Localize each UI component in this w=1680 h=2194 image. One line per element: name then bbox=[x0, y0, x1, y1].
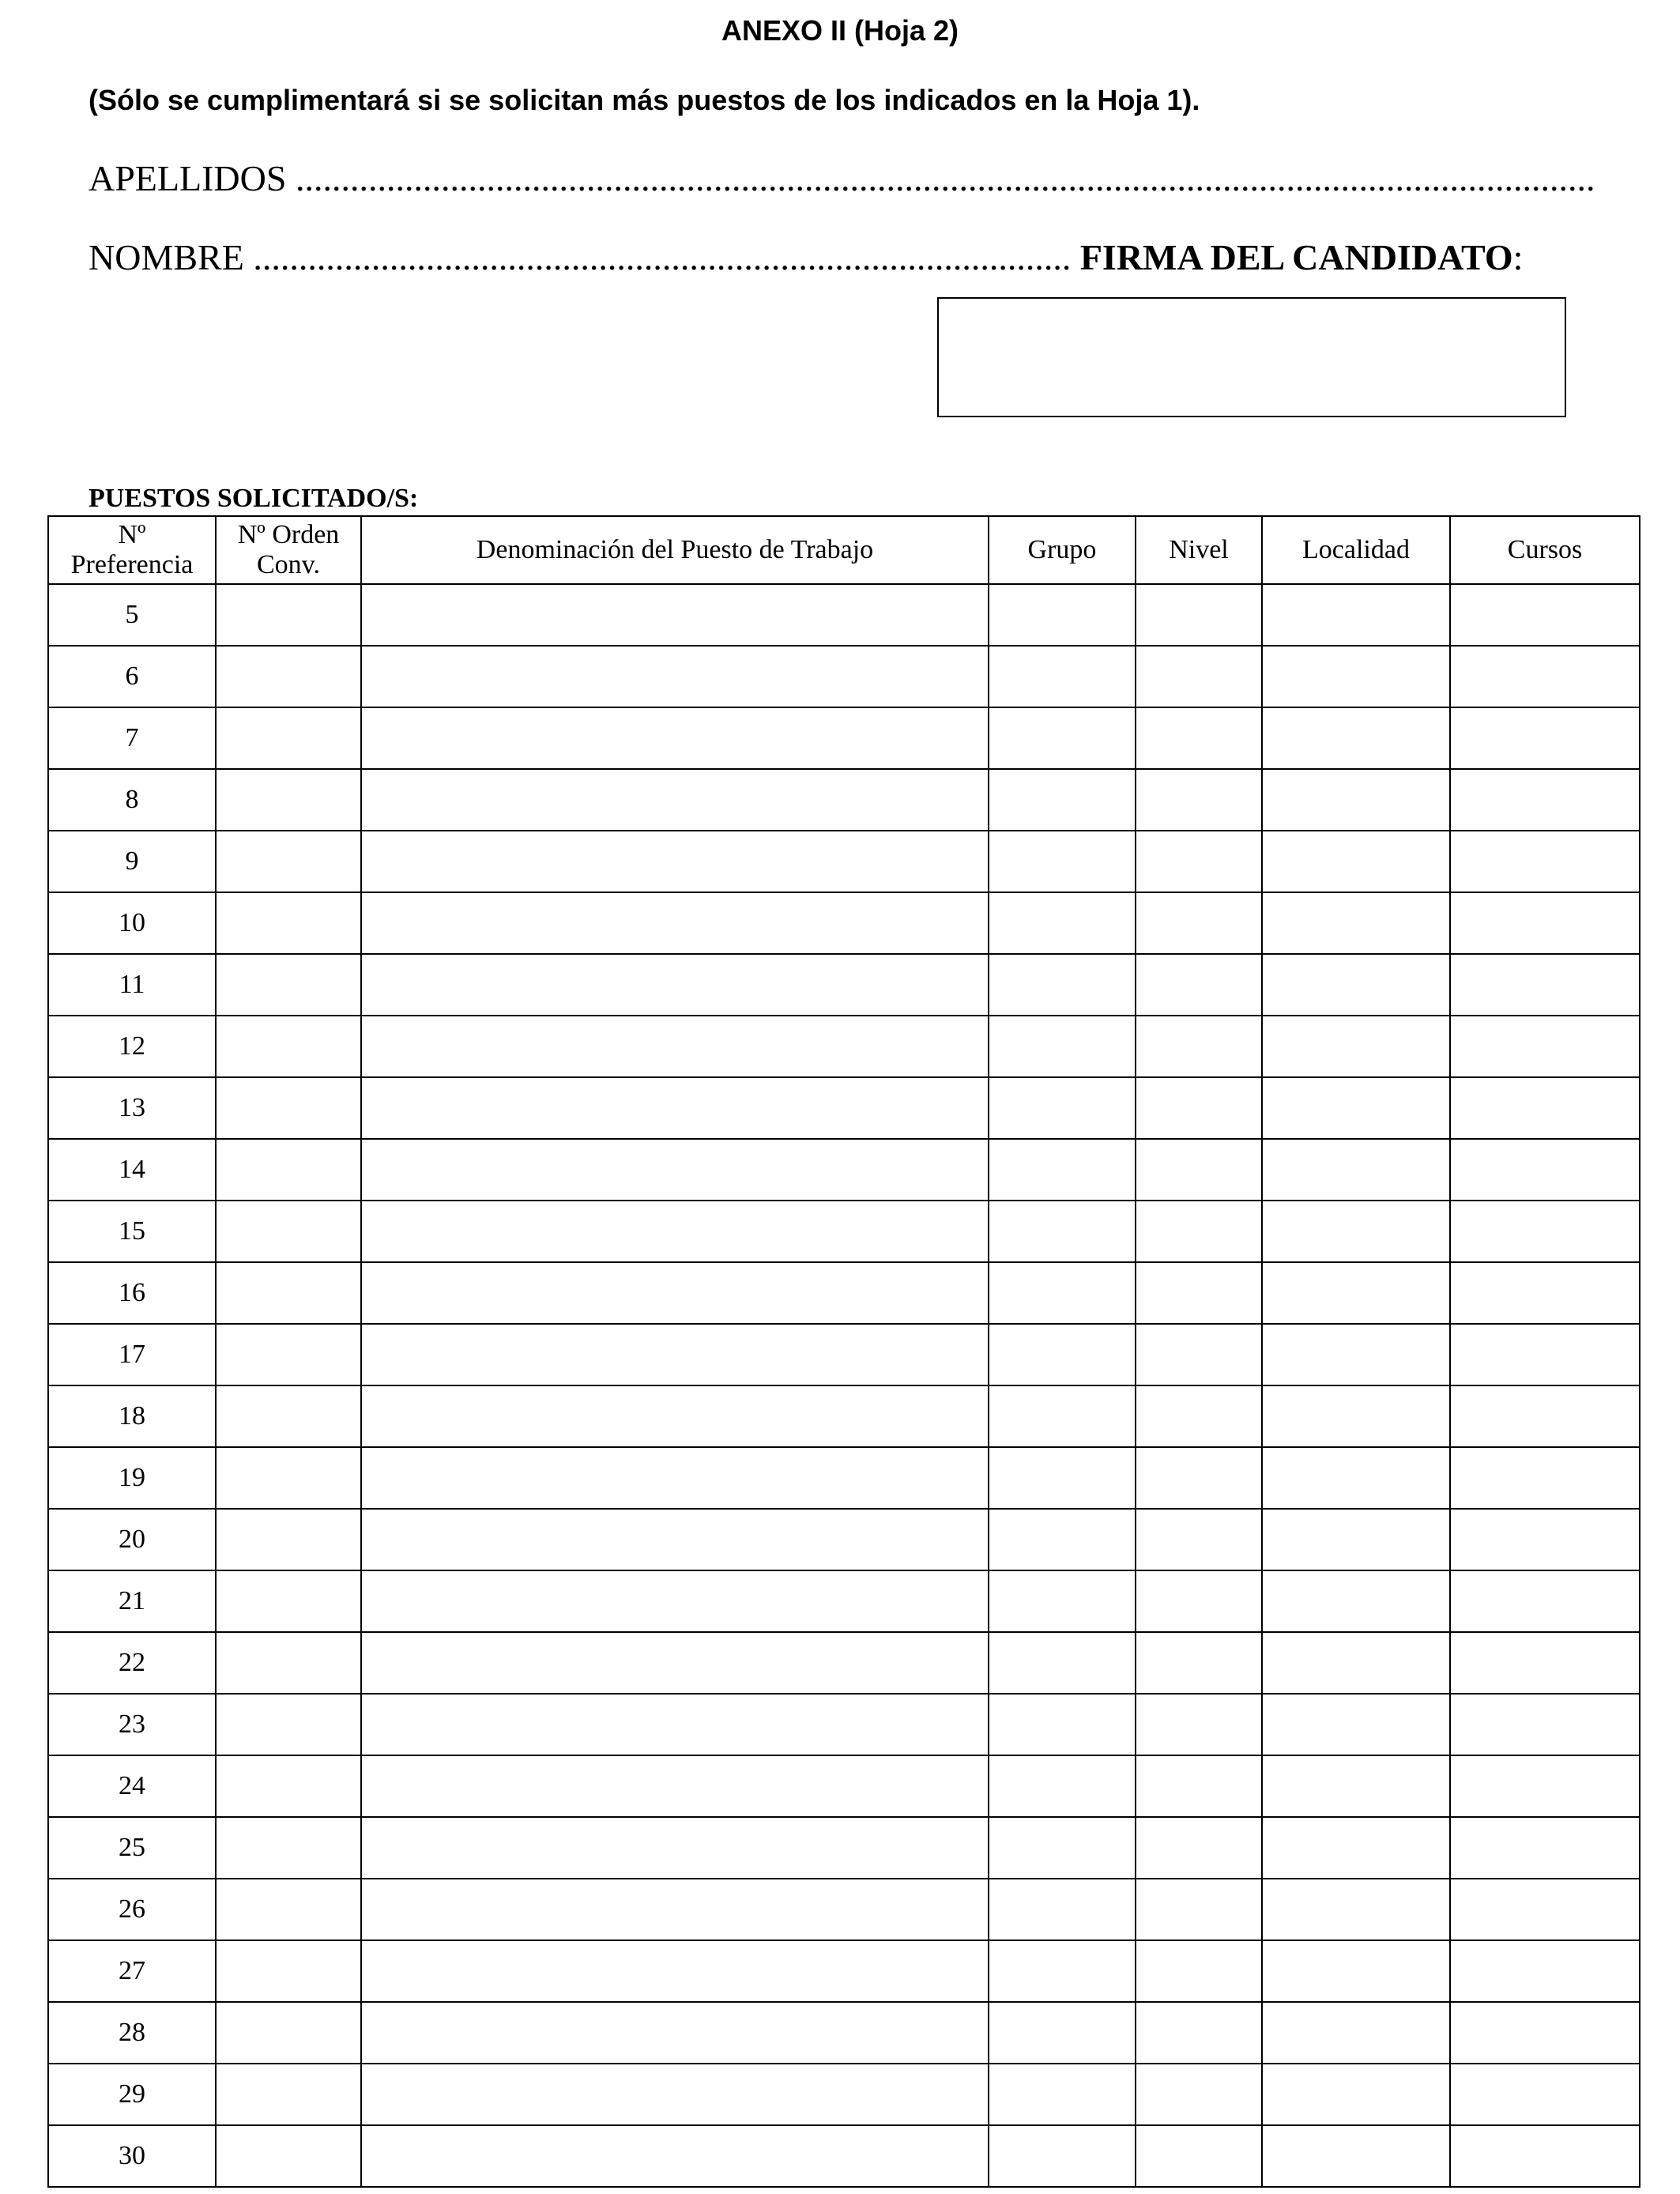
cursos-cell[interactable] bbox=[1450, 954, 1640, 1016]
preferencia-cell: 14 bbox=[48, 1139, 216, 1201]
localidad-cell[interactable] bbox=[1262, 2125, 1450, 2187]
orden-cell[interactable] bbox=[216, 831, 361, 892]
orden-cell[interactable] bbox=[216, 1016, 361, 1077]
table-row bbox=[48, 1879, 1640, 1940]
column-header-cursos: Cursos bbox=[1450, 516, 1640, 584]
localidad-cell[interactable] bbox=[1262, 1447, 1450, 1509]
cursos-cell[interactable] bbox=[1450, 1324, 1640, 1385]
nivel-cell[interactable] bbox=[1136, 1570, 1262, 1632]
denominacion-cell[interactable] bbox=[361, 1262, 989, 1324]
nivel-cell[interactable] bbox=[1136, 2064, 1262, 2125]
table-row bbox=[48, 2002, 1640, 2064]
denominacion-cell[interactable] bbox=[361, 892, 989, 954]
cursos-cell[interactable] bbox=[1450, 646, 1640, 707]
nivel-cell[interactable] bbox=[1136, 1262, 1262, 1324]
preferencia-cell: 7 bbox=[48, 707, 216, 769]
orden-cell[interactable] bbox=[216, 1940, 361, 2002]
table-row bbox=[48, 1324, 1640, 1385]
grupo-cell[interactable] bbox=[989, 707, 1136, 769]
column-header-grupo: Grupo bbox=[989, 516, 1136, 584]
nombre-label: NOMBRE bbox=[89, 237, 244, 277]
denominacion-cell[interactable] bbox=[361, 707, 989, 769]
nivel-cell[interactable] bbox=[1136, 1139, 1262, 1201]
nivel-cell[interactable] bbox=[1136, 2125, 1262, 2187]
denominacion-cell[interactable] bbox=[361, 646, 989, 707]
cursos-cell[interactable] bbox=[1450, 1817, 1640, 1879]
grupo-cell[interactable] bbox=[989, 1632, 1136, 1694]
preferencia-cell: 16 bbox=[48, 1262, 216, 1324]
column-header-preferencia bbox=[48, 516, 216, 584]
denominacion-cell[interactable] bbox=[361, 2002, 989, 2064]
orden-cell[interactable] bbox=[216, 1201, 361, 1262]
orden-cell[interactable] bbox=[216, 1324, 361, 1385]
denominacion-cell[interactable] bbox=[361, 1385, 989, 1447]
grupo-cell[interactable] bbox=[989, 1755, 1136, 1817]
cursos-cell[interactable] bbox=[1450, 584, 1640, 646]
nivel-cell[interactable] bbox=[1136, 1755, 1262, 1817]
nivel-cell[interactable] bbox=[1136, 831, 1262, 892]
table-row bbox=[48, 1755, 1640, 1817]
denominacion-cell[interactable] bbox=[361, 1077, 989, 1139]
denominacion-cell[interactable] bbox=[361, 1016, 989, 1077]
denominacion-cell[interactable] bbox=[361, 1632, 989, 1694]
localidad-cell[interactable] bbox=[1262, 1632, 1450, 1694]
firma-label: FIRMA DEL CANDIDATO bbox=[1079, 237, 1513, 277]
localidad-cell[interactable] bbox=[1262, 646, 1450, 707]
table-row bbox=[48, 1509, 1640, 1570]
table-row bbox=[48, 1632, 1640, 1694]
column-header-preferencia-line1: Nº bbox=[118, 520, 146, 549]
instruction-note: (Sólo se cumplimentará si se solicitan más puestos de los indicados en la Hoja 1). bbox=[89, 84, 1200, 116]
nivel-cell[interactable] bbox=[1136, 1201, 1262, 1262]
preferencia-cell: 12 bbox=[48, 1016, 216, 1077]
orden-cell[interactable] bbox=[216, 954, 361, 1016]
preferencia-cell: 27 bbox=[48, 1940, 216, 2002]
preferencia-cell: 23 bbox=[48, 1694, 216, 1755]
denominacion-cell[interactable] bbox=[361, 831, 989, 892]
grupo-cell[interactable] bbox=[989, 584, 1136, 646]
grupo-cell[interactable] bbox=[989, 954, 1136, 1016]
preferencia-cell: 10 bbox=[48, 892, 216, 954]
grupo-cell[interactable] bbox=[989, 892, 1136, 954]
orden-cell[interactable] bbox=[216, 1879, 361, 1940]
cursos-cell[interactable] bbox=[1450, 831, 1640, 892]
grupo-cell[interactable] bbox=[989, 1385, 1136, 1447]
preferencia-cell: 5 bbox=[48, 584, 216, 646]
localidad-cell[interactable] bbox=[1262, 1755, 1450, 1817]
cursos-cell[interactable] bbox=[1450, 1940, 1640, 2002]
denominacion-cell[interactable] bbox=[361, 2125, 989, 2187]
apellidos-dotted-line: ............................................................................................................................................... bbox=[295, 158, 1595, 198]
section-label: PUESTOS SOLICITADO/S: bbox=[89, 484, 419, 513]
preferencia-cell: 26 bbox=[48, 1879, 216, 1940]
cursos-cell[interactable] bbox=[1450, 769, 1640, 831]
cursos-cell[interactable] bbox=[1450, 1077, 1640, 1139]
preferencia-cell: 19 bbox=[48, 1447, 216, 1509]
nivel-cell[interactable] bbox=[1136, 1509, 1262, 1570]
denominacion-cell[interactable] bbox=[361, 584, 989, 646]
preferencia-cell: 6 bbox=[48, 646, 216, 707]
grupo-cell[interactable] bbox=[989, 1139, 1136, 1201]
localidad-cell[interactable] bbox=[1262, 1139, 1450, 1201]
nivel-cell[interactable] bbox=[1136, 769, 1262, 831]
localidad-cell[interactable] bbox=[1262, 1570, 1450, 1632]
nivel-cell[interactable] bbox=[1136, 1879, 1262, 1940]
localidad-cell[interactable] bbox=[1262, 584, 1450, 646]
orden-cell[interactable] bbox=[216, 1077, 361, 1139]
table-row bbox=[48, 1817, 1640, 1879]
cursos-cell[interactable] bbox=[1450, 1694, 1640, 1755]
preferencia-cell: 25 bbox=[48, 1817, 216, 1879]
localidad-cell[interactable] bbox=[1262, 831, 1450, 892]
grupo-cell[interactable] bbox=[989, 1201, 1136, 1262]
grupo-cell[interactable] bbox=[989, 1077, 1136, 1139]
preferencia-cell: 21 bbox=[48, 1570, 216, 1632]
preferencia-cell: 8 bbox=[48, 769, 216, 831]
table-row bbox=[48, 646, 1640, 707]
orden-cell[interactable] bbox=[216, 1509, 361, 1570]
apellidos-field[interactable] bbox=[89, 155, 1595, 202]
denominacion-cell[interactable] bbox=[361, 1324, 989, 1385]
preferencia-cell: 28 bbox=[48, 2002, 216, 2064]
cursos-cell[interactable] bbox=[1450, 1509, 1640, 1570]
table-body bbox=[48, 584, 1640, 2187]
document-title: ANEXO II (Hoja 2) bbox=[721, 14, 959, 47]
denominacion-cell[interactable] bbox=[361, 1879, 989, 1940]
nivel-cell[interactable] bbox=[1136, 1694, 1262, 1755]
grupo-cell[interactable] bbox=[989, 2002, 1136, 2064]
denominacion-cell[interactable] bbox=[361, 1817, 989, 1879]
grupo-cell[interactable] bbox=[989, 1324, 1136, 1385]
denominacion-cell[interactable] bbox=[361, 1509, 989, 1570]
nivel-cell[interactable] bbox=[1136, 1016, 1262, 1077]
nivel-cell[interactable] bbox=[1136, 1940, 1262, 2002]
denominacion-cell[interactable] bbox=[361, 1201, 989, 1262]
grupo-cell[interactable] bbox=[989, 2125, 1136, 2187]
localidad-cell[interactable] bbox=[1262, 707, 1450, 769]
table-row bbox=[48, 1077, 1640, 1139]
preferencia-cell: 18 bbox=[48, 1385, 216, 1447]
localidad-cell[interactable] bbox=[1262, 1940, 1450, 2002]
signature-box[interactable] bbox=[937, 297, 1566, 417]
nivel-cell[interactable] bbox=[1136, 1632, 1262, 1694]
orden-cell[interactable] bbox=[216, 646, 361, 707]
grupo-cell[interactable] bbox=[989, 769, 1136, 831]
column-header-denominacion: Denominación del Puesto de Trabajo bbox=[361, 516, 989, 584]
localidad-cell[interactable] bbox=[1262, 1262, 1450, 1324]
table-row bbox=[48, 831, 1640, 892]
orden-cell[interactable] bbox=[216, 1632, 361, 1694]
localidad-cell[interactable] bbox=[1262, 1385, 1450, 1447]
orden-cell[interactable] bbox=[216, 1262, 361, 1324]
preferencia-cell: 17 bbox=[48, 1324, 216, 1385]
table-row bbox=[48, 1447, 1640, 1509]
table-row bbox=[48, 1940, 1640, 2002]
localidad-cell[interactable] bbox=[1262, 1077, 1450, 1139]
grupo-cell[interactable] bbox=[989, 2064, 1136, 2125]
localidad-cell[interactable] bbox=[1262, 1016, 1450, 1077]
orden-cell[interactable] bbox=[216, 1139, 361, 1201]
nivel-cell[interactable] bbox=[1136, 707, 1262, 769]
orden-cell[interactable] bbox=[216, 707, 361, 769]
grupo-cell[interactable] bbox=[989, 1817, 1136, 1879]
nombre-dotted-line: .......................................................................................... bbox=[253, 237, 1072, 277]
table-row bbox=[48, 1262, 1640, 1324]
localidad-cell[interactable] bbox=[1262, 769, 1450, 831]
table-row bbox=[48, 1201, 1640, 1262]
grupo-cell[interactable] bbox=[989, 1570, 1136, 1632]
nombre-field[interactable] bbox=[89, 234, 1523, 281]
grupo-cell[interactable] bbox=[989, 646, 1136, 707]
grupo-cell[interactable] bbox=[989, 1509, 1136, 1570]
cursos-cell[interactable] bbox=[1450, 1755, 1640, 1817]
nivel-cell[interactable] bbox=[1136, 584, 1262, 646]
cursos-cell[interactable] bbox=[1450, 707, 1640, 769]
preferencia-cell: 13 bbox=[48, 1077, 216, 1139]
table-row bbox=[48, 1694, 1640, 1755]
cursos-cell[interactable] bbox=[1450, 2002, 1640, 2064]
cursos-cell[interactable] bbox=[1450, 1385, 1640, 1447]
nivel-cell[interactable] bbox=[1136, 1385, 1262, 1447]
preferencia-cell: 15 bbox=[48, 1201, 216, 1262]
localidad-cell[interactable] bbox=[1262, 1879, 1450, 1940]
nivel-cell[interactable] bbox=[1136, 1077, 1262, 1139]
cursos-cell[interactable] bbox=[1450, 1201, 1640, 1262]
orden-cell[interactable] bbox=[216, 584, 361, 646]
orden-cell[interactable] bbox=[216, 1447, 361, 1509]
denominacion-cell[interactable] bbox=[361, 1139, 989, 1201]
orden-cell[interactable] bbox=[216, 2125, 361, 2187]
localidad-cell[interactable] bbox=[1262, 1509, 1450, 1570]
cursos-cell[interactable] bbox=[1450, 1447, 1640, 1509]
orden-cell[interactable] bbox=[216, 1385, 361, 1447]
localidad-cell[interactable] bbox=[1262, 1201, 1450, 1262]
cursos-cell[interactable] bbox=[1450, 2125, 1640, 2187]
grupo-cell[interactable] bbox=[989, 1016, 1136, 1077]
nivel-cell[interactable] bbox=[1136, 954, 1262, 1016]
table-row bbox=[48, 769, 1640, 831]
table-row bbox=[48, 1385, 1640, 1447]
preferencia-cell: 29 bbox=[48, 2064, 216, 2125]
denominacion-cell[interactable] bbox=[361, 1570, 989, 1632]
preferencia-cell: 30 bbox=[48, 2125, 216, 2187]
preferencia-cell: 24 bbox=[48, 1755, 216, 1817]
column-header-localidad: Localidad bbox=[1262, 516, 1450, 584]
orden-cell[interactable] bbox=[216, 2002, 361, 2064]
table-row bbox=[48, 892, 1640, 954]
firma-colon: : bbox=[1512, 237, 1524, 277]
nivel-cell[interactable] bbox=[1136, 1324, 1262, 1385]
denominacion-cell[interactable] bbox=[361, 769, 989, 831]
grupo-cell[interactable] bbox=[989, 1694, 1136, 1755]
denominacion-cell[interactable] bbox=[361, 1755, 989, 1817]
preferencia-cell: 9 bbox=[48, 831, 216, 892]
denominacion-cell[interactable] bbox=[361, 1694, 989, 1755]
table-row bbox=[48, 2125, 1640, 2187]
cursos-cell[interactable] bbox=[1450, 1016, 1640, 1077]
grupo-cell[interactable] bbox=[989, 1447, 1136, 1509]
localidad-cell[interactable] bbox=[1262, 892, 1450, 954]
grupo-cell[interactable] bbox=[989, 831, 1136, 892]
table-row bbox=[48, 1570, 1640, 1632]
denominacion-cell[interactable] bbox=[361, 1447, 989, 1509]
cursos-cell[interactable] bbox=[1450, 2064, 1640, 2125]
localidad-cell[interactable] bbox=[1262, 1817, 1450, 1879]
positions-table bbox=[47, 515, 1640, 2188]
column-header-orden bbox=[216, 516, 361, 584]
table-header-row bbox=[48, 516, 1640, 584]
table-row bbox=[48, 954, 1640, 1016]
cursos-cell[interactable] bbox=[1450, 1570, 1640, 1632]
table-row bbox=[48, 1139, 1640, 1201]
preferencia-cell: 22 bbox=[48, 1632, 216, 1694]
cursos-cell[interactable] bbox=[1450, 1139, 1640, 1201]
orden-cell[interactable] bbox=[216, 2064, 361, 2125]
grupo-cell[interactable] bbox=[989, 1262, 1136, 1324]
localidad-cell[interactable] bbox=[1262, 1694, 1450, 1755]
table-row bbox=[48, 2064, 1640, 2125]
grupo-cell[interactable] bbox=[989, 1940, 1136, 2002]
apellidos-label: APELLIDOS bbox=[89, 158, 287, 198]
localidad-cell[interactable] bbox=[1262, 1324, 1450, 1385]
orden-cell[interactable] bbox=[216, 1570, 361, 1632]
denominacion-cell[interactable] bbox=[361, 954, 989, 1016]
orden-cell[interactable] bbox=[216, 769, 361, 831]
orden-cell[interactable] bbox=[216, 1755, 361, 1817]
table-row bbox=[48, 584, 1640, 646]
orden-cell[interactable] bbox=[216, 1817, 361, 1879]
column-header-nivel: Nivel bbox=[1136, 516, 1262, 584]
table-row bbox=[48, 707, 1640, 769]
preferencia-cell: 11 bbox=[48, 954, 216, 1016]
nivel-cell[interactable] bbox=[1136, 646, 1262, 707]
cursos-cell[interactable] bbox=[1450, 892, 1640, 954]
orden-cell[interactable] bbox=[216, 1694, 361, 1755]
nivel-cell[interactable] bbox=[1136, 2002, 1262, 2064]
cursos-cell[interactable] bbox=[1450, 1879, 1640, 1940]
column-header-preferencia-line2: Preferencia bbox=[70, 550, 194, 579]
column-header-orden-line1: Nº Orden bbox=[237, 520, 340, 549]
cursos-cell[interactable] bbox=[1450, 1632, 1640, 1694]
denominacion-cell[interactable] bbox=[361, 1940, 989, 2002]
table-row bbox=[48, 1016, 1640, 1077]
preferencia-cell: 20 bbox=[48, 1509, 216, 1570]
localidad-cell[interactable] bbox=[1262, 2064, 1450, 2125]
nivel-cell[interactable] bbox=[1136, 892, 1262, 954]
localidad-cell[interactable] bbox=[1262, 2002, 1450, 2064]
grupo-cell[interactable] bbox=[989, 1879, 1136, 1940]
nivel-cell[interactable] bbox=[1136, 1817, 1262, 1879]
cursos-cell[interactable] bbox=[1450, 1262, 1640, 1324]
nivel-cell[interactable] bbox=[1136, 1447, 1262, 1509]
localidad-cell[interactable] bbox=[1262, 954, 1450, 1016]
column-header-orden-line2: Conv. bbox=[257, 550, 320, 579]
orden-cell[interactable] bbox=[216, 892, 361, 954]
denominacion-cell[interactable] bbox=[361, 2064, 989, 2125]
